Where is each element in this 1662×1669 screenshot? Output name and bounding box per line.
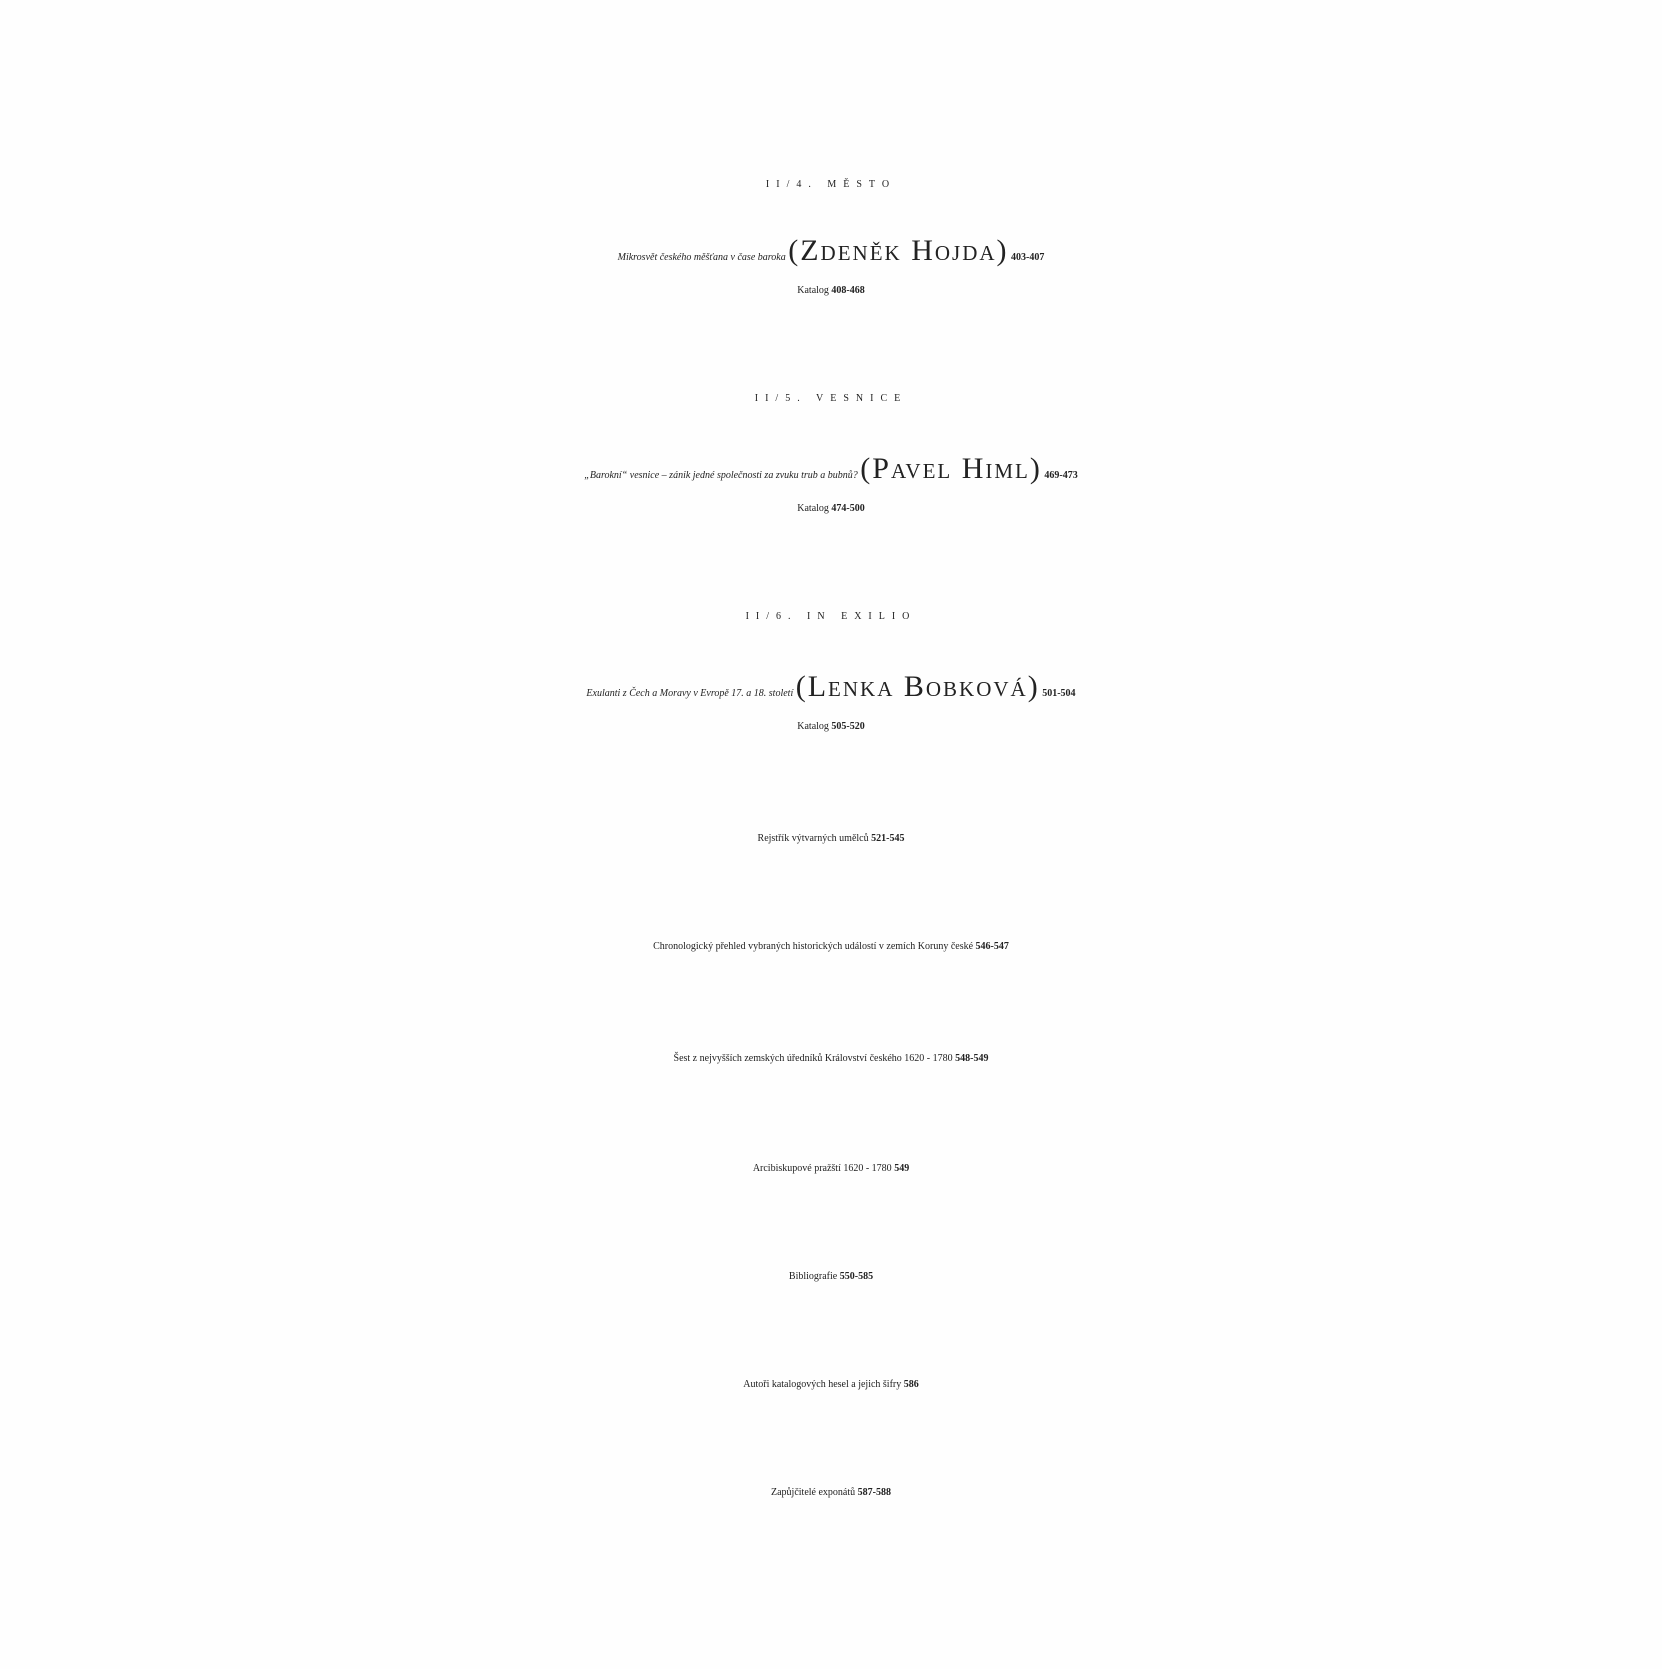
- essay-entry: [0, 672, 1662, 702]
- catalog-label: Katalog: [797, 285, 829, 296]
- entry-pages: 550-585: [839, 1271, 874, 1282]
- section-heading: II/5. VESNICE: [754, 393, 908, 404]
- catalog-entry: [0, 722, 1662, 732]
- toc-entry: [0, 942, 1662, 952]
- entry-label: Arcibiskupové pražští 1620 - 1780: [752, 1163, 892, 1174]
- catalog-pages: 505-520: [831, 721, 865, 732]
- essay-pages: 469-473: [1044, 470, 1078, 481]
- toc-entry: [0, 834, 1662, 844]
- essay-title: Mikrosvět českého měšťana v čase baroka: [617, 252, 786, 263]
- catalog-label: Katalog: [797, 503, 829, 514]
- toc-entry: [0, 1054, 1662, 1064]
- catalog-pages: 408-468: [831, 285, 865, 296]
- section-heading: II/6. IN EXILIO: [745, 611, 917, 622]
- essay-title: „Barokní“ vesnice – zánik jedné společnosti za zvuku trub a bubnů?: [584, 470, 858, 481]
- catalog-label: Katalog: [797, 721, 829, 732]
- essay-author: (Zdeněk Hojda): [788, 234, 1009, 267]
- essay-author: (Lenka Bobková): [795, 670, 1040, 703]
- toc-entry: [0, 1272, 1662, 1282]
- essay-title: Exulanti z Čech a Moravy v Evropě 17. a 18. století: [586, 688, 794, 699]
- catalog-entry: [0, 504, 1662, 514]
- toc-entry: [0, 1380, 1662, 1390]
- entry-label: Rejstřík výtvarných umělců: [757, 833, 869, 844]
- entry-label: Šest z nejvyšších zemských úředníků Království českého 1620 - 1780: [673, 1053, 953, 1064]
- essay-entry: [0, 236, 1662, 266]
- essay-pages: 403-407: [1011, 252, 1045, 263]
- entry-pages: 548-549: [955, 1053, 989, 1064]
- section-heading: II/4. MĚSTO: [765, 179, 897, 190]
- entry-label: Zapůjčitelé exponátů: [771, 1487, 856, 1498]
- entry-label: Bibliografie: [788, 1271, 838, 1282]
- entry-pages: 546-547: [975, 941, 1009, 952]
- entry-pages: 587-588: [857, 1487, 891, 1498]
- entry-label: Autoři katalogových hesel a jejich šifry: [743, 1379, 902, 1390]
- essay-entry: [0, 454, 1662, 484]
- entry-pages: 521-545: [871, 833, 905, 844]
- catalog-pages: 474-500: [831, 503, 865, 514]
- entry-pages: 549: [894, 1163, 910, 1174]
- toc-entry: [0, 1164, 1662, 1174]
- entry-pages: 586: [903, 1379, 919, 1390]
- essay-pages: 501-504: [1042, 688, 1076, 699]
- essay-author: (Pavel Himl): [860, 452, 1042, 485]
- catalog-entry: [0, 286, 1662, 296]
- toc-entry: [0, 1488, 1662, 1498]
- entry-label: Chronologický přehled vybraných historických událostí v zemích Koruny české: [653, 941, 974, 952]
